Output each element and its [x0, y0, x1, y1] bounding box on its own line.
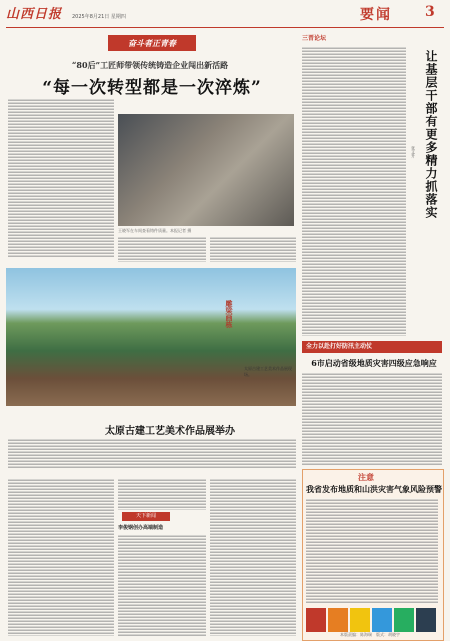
story-headline: 我省发布地质和山洪灾害气象风险预警 [306, 484, 442, 494]
article-body [306, 498, 438, 604]
page-footer: 本版责编：陈海瑞 版式：胡晓宇 [340, 632, 400, 637]
topic-bar: 全力以赴打好防汛主动仗 [302, 341, 442, 353]
section-tag: 天下新闻 [122, 512, 170, 521]
warning-level-icons [306, 608, 438, 632]
article-body [210, 236, 296, 262]
warning-label: 注意 [358, 472, 374, 482]
column-banner: 奋斗者正青春 [108, 35, 196, 51]
page-number: 3 [425, 4, 435, 20]
story-subhead: “80后”工匠师带领传统铸造企业闯出新活路 [71, 60, 229, 70]
article-body [8, 98, 114, 258]
article-body [302, 372, 442, 466]
issue-date: 2025年8月21日 星期四 [72, 14, 126, 20]
section-title: 要闻 [360, 7, 392, 23]
article-body [210, 478, 296, 636]
warning-level-icon [416, 608, 436, 632]
warning-level-icon [328, 608, 348, 632]
story-headline: 6市启动省级地质灾害四级应急响应 [311, 358, 437, 368]
photo-caption: 太原古建工艺美术作品展现场。 [244, 366, 292, 377]
commentary-title: 让基层干部有更多精力抓落实 [424, 50, 438, 219]
warning-level-icon [394, 608, 414, 632]
worker-photo [118, 114, 294, 226]
commentary-tag: 三晋论坛 [302, 35, 327, 42]
article-body [118, 478, 206, 510]
article-body [8, 438, 296, 468]
photo-overlay-title: 雕梁画栋 [225, 300, 234, 328]
article-body [118, 236, 206, 262]
ancient-building-photo [6, 268, 296, 406]
warning-level-icon [372, 608, 392, 632]
story-subhead: 李俊钢创办高端制造 [118, 525, 164, 531]
header-rule [6, 27, 444, 28]
photo-caption: 王晓军在车间查看铸件质量。本报记者 摄 [118, 228, 192, 233]
article-body [8, 478, 114, 636]
warning-level-icon [350, 608, 370, 632]
article-body [118, 534, 206, 636]
warning-level-icon [306, 608, 326, 632]
commentary-author: 张文升 [411, 146, 416, 158]
story-headline: “每一次转型都是一次淬炼” [42, 78, 262, 98]
story-headline: 太原古建工艺美术作品展举办 [105, 426, 235, 437]
newspaper-logo: 山西日报 [6, 7, 63, 22]
article-body [302, 46, 406, 336]
